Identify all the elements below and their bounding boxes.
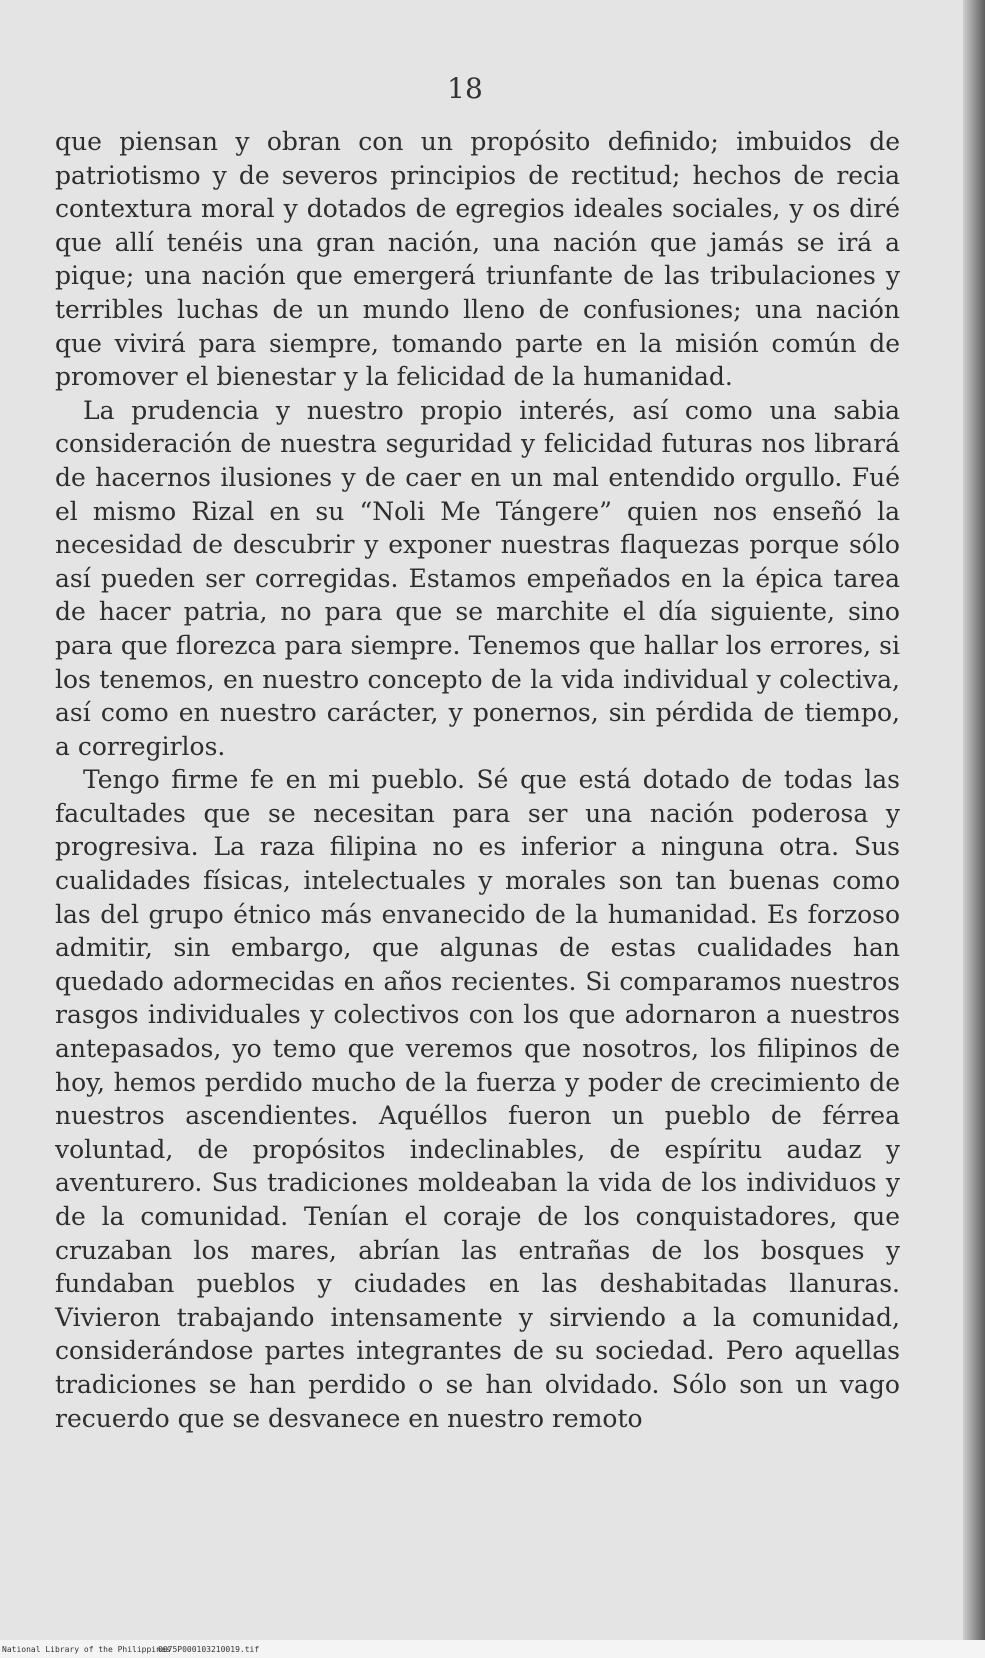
paragraph: Tengo firme fe en mi pueblo. Sé que está dotado de todas las facultades que se necesitan para ser una nación poderosa y progresiva. La raza filipina no es inferior a ninguna otra. Sus cualidades físicas, intelectuales y morales son tan buenas como las del grupo étnico más envanecido de la humanidad. Es forzoso admitir, sin embargo, que algunas de estas cualidades han quedado adormecidas en años recientes. Si comparamos nuestros rasgos individuales y colectivos con los que adornaron a nuestros antepasados, yo temo que veremos que nosotros, los filipinos de hoy, hemos perdido mucho de la fuerza y poder de crecimiento de nuestros ascendientes. Aquéllos fueron un pueblo de férrea voluntad, de propósitos indeclinables, de espíritu audaz y aventurero. Sus tradiciones moldeaban la vida de los individuos y de la comunidad. Tenían el coraje de los conquistadores, que cruzaban los mares, abrían las entrañas de los bosques y fundaban pueblos y ciudades en las deshabitadas llanuras. Vivieron trabajando intensamente y sirviendo a la comunidad, considerándose partes integrantes de su sociedad. Pero aquellas tradiciones se han perdido o se han olvidado. Sólo son un vago recuerdo que se desvanece en nuestro remoto: [55, 765, 900, 1433]
scan-source-label: National Library of the Philippines: [2, 1645, 171, 1654]
body-text: [55, 125, 900, 1435]
book-spine-shadow: [963, 0, 985, 1658]
paragraph: La prudencia y nuestro propio interés, así como una sabia consideración de nuestra seguridad y felicidad futuras nos librará de hacernos ilusiones y de caer en un mal entendido orgullo. Fué el mismo Rizal en su “Noli Me Tángere” quien nos enseñó la necesidad de descubrir y exponer nuestras flaquezas porque sólo así pueden ser corregidas. Estamos empeñados en la épica tarea de hacer patria, no para que se marchite el día siguiente, sino para que florezca para siempre. Tenemos que hallar los errores, si los tenemos, en nuestro concepto de la vida individual y colectiva, así como en nuestro carácter, y ponernos, sin pérdida de tiempo, a corregirlos.: [55, 395, 900, 761]
scan-file-id: 0075P000103210019.tif: [158, 1645, 260, 1654]
paragraph-continued: que piensan y obran con un propósito definido; imbuidos de patriotismo y de severos principios de rectitud; hechos de recia contextura moral y dotados de egregios ideales sociales, y os diré que allí tenéis una gran nación, una nación que jamás se irá a pique; una nación que emergerá triunfante de las tribulaciones y terribles luchas de un mundo lleno de confusiones; una nación que vivirá para siempre, tomando parte en la misión común de promover el bienestar y la felicidad de la humanidad.: [55, 127, 900, 392]
page-number: 18: [447, 72, 483, 105]
